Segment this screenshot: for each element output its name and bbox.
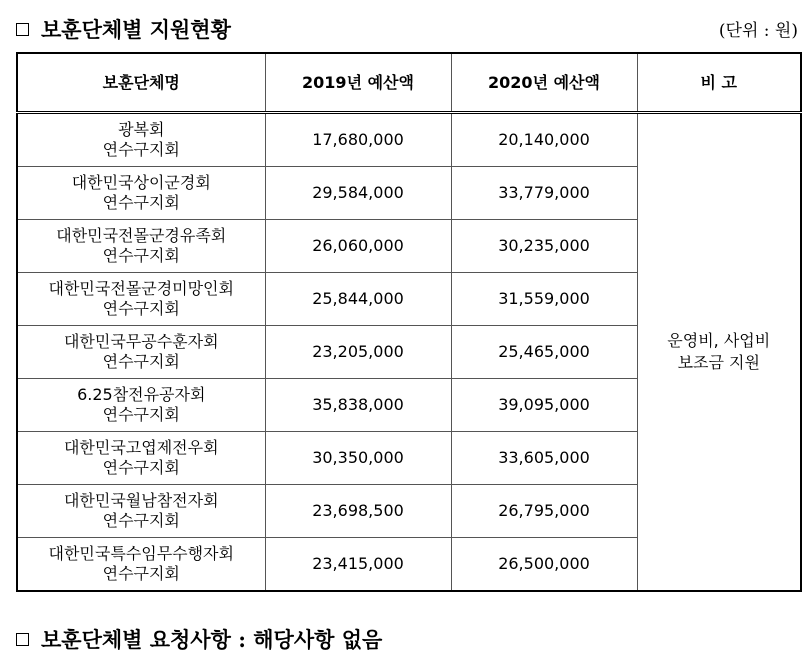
org-branch: 연수구지회 [102,352,180,371]
org-name-cell [17,220,265,273]
org-name-cell [17,113,265,167]
org-branch: 연수구지회 [102,458,180,477]
org-name: 대한민국고엽제전우회 [63,438,219,457]
org-name-cell [17,485,265,538]
budget-2020: 33,779,000 [451,167,637,220]
budget-2020: 20,140,000 [451,113,637,167]
org-name: 대한민국전몰군경유족회 [56,226,227,245]
budget-2019: 25,844,000 [265,273,451,326]
note-cell [637,113,801,592]
org-branch: 연수구지회 [102,246,180,265]
budget-2019: 23,415,000 [265,538,451,592]
budget-2020: 30,235,000 [451,220,637,273]
org-name: 대한민국특수임무수행자회 [48,544,234,563]
budget-2019: 26,060,000 [265,220,451,273]
org-name: 6.25참전유공자회 [77,385,206,404]
budget-2019: 35,838,000 [265,379,451,432]
budget-2020: 33,605,000 [451,432,637,485]
budget-2019: 17,680,000 [265,113,451,167]
square-bullet-icon [16,23,29,36]
budget-2020: 26,795,000 [451,485,637,538]
org-name-cell [17,538,265,592]
header-name: 보훈단체명 [17,53,265,113]
section2-heading [16,624,382,654]
header-note: 비 고 [637,53,801,113]
budget-2020: 26,500,000 [451,538,637,592]
note-line2: 보조금 지원 [677,353,760,372]
org-name: 대한민국상이군경회 [71,173,211,192]
section2-title: 보훈단체별 요청사항 : 해당사항 없음 [41,627,383,652]
org-name-cell [17,167,265,220]
budget-2019: 23,698,500 [265,485,451,538]
org-name: 대한민국월남참전자회 [63,491,219,510]
unit-label: (단위 : 원) [718,21,798,41]
budget-2020: 39,095,000 [451,379,637,432]
org-name-cell [17,326,265,379]
budget-2019: 23,205,000 [265,326,451,379]
org-branch: 연수구지회 [102,193,180,212]
section1-title: 보훈단체별 지원현황 [41,17,231,42]
budget-2019: 30,350,000 [265,432,451,485]
org-branch: 연수구지회 [102,140,180,159]
support-table [16,52,802,592]
header-2019: 2019년 예산액 [265,53,451,113]
budget-2019: 29,584,000 [265,167,451,220]
org-branch: 연수구지회 [102,405,180,424]
square-bullet-icon [16,633,29,646]
note-line1: 운영비, 사업비 [667,331,771,350]
budget-2020: 31,559,000 [451,273,637,326]
org-name: 대한민국전몰군경미망인회 [48,279,234,298]
org-branch: 연수구지회 [102,511,180,530]
org-name: 대한민국무공수훈자회 [63,332,219,351]
org-name: 광복회 [118,120,165,139]
header-2020: 2020년 예산액 [451,53,637,113]
org-name-cell [17,379,265,432]
table-header-row [17,53,801,113]
org-name-cell [17,273,265,326]
org-name-cell [17,432,265,485]
budget-2020: 25,465,000 [451,326,637,379]
org-branch: 연수구지회 [102,564,180,583]
section1-heading [16,14,231,44]
table-row [17,113,801,167]
org-branch: 연수구지회 [102,299,180,318]
